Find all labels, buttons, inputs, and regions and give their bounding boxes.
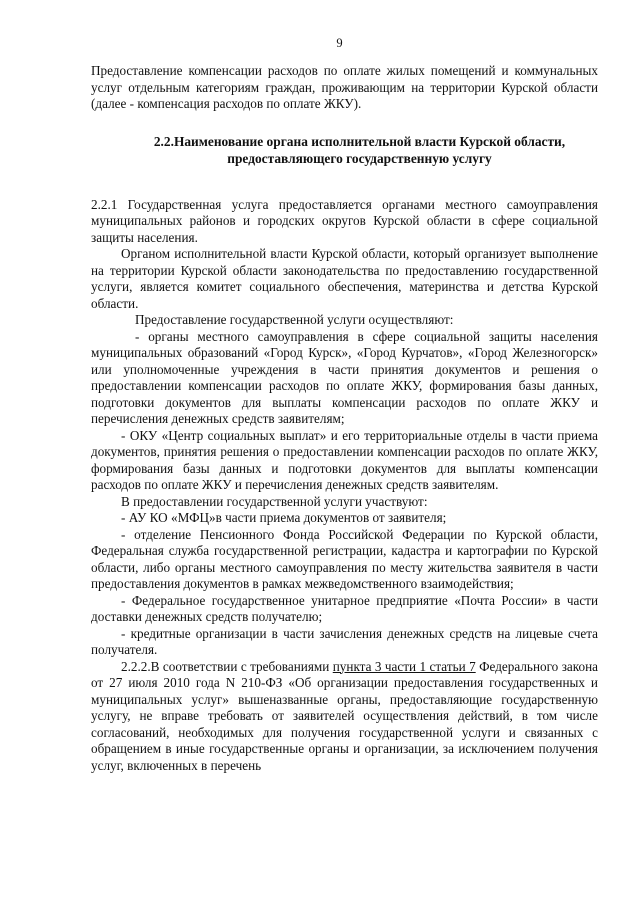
- paragraph-2-2-2-start: 2.2.2.В соответствии с требованиями: [121, 658, 333, 674]
- paragraph-2-2-2: [91, 659, 598, 775]
- list-item-local-authorities: - органы местного самоуправления в сфере социальной защиты населения муниципальных образований «Город Курск», «Город Курчатов», «Город Железногорск» или уполномоченные учреждения в части принятия документов и решения о предоставлении компенсации расходов по оплате ЖКУ, формирования базы данных, подготовки документов для выплаты компенсации расходов по оплате ЖКУ и перечисления денежных средств заявителям;: [91, 328, 598, 426]
- section-heading: [91, 133, 598, 167]
- page-number: 9: [336, 36, 343, 50]
- section-heading-line2: предоставляющего государственную услугу: [227, 150, 492, 166]
- paragraph-2-2-1: 2.2.1 Государственная услуга предоставляется органами местного самоуправления муниципальных районов и городских округов Курской области в сфере социальной защиты населения.: [91, 196, 598, 245]
- list-item-pension-fund: - отделение Пенсионного Фонда Российской Федерации по Курской области, Федеральная служба государственной регистрации, кадастра и картографии по Курской области, либо органы местного самоуправления по месту жительства заявителя в части предоставления документов в рамках межведомственного взаимодействия;: [91, 526, 598, 591]
- section-heading-line1: 2.2.Наименование органа исполнительной власти Курской области,: [153, 133, 566, 149]
- law-reference-link[interactable]: пункта 3 части 1 статьи 7: [332, 658, 476, 674]
- list-item-credit-organizations: - кредитные организации в части зачисления денежных средств на лицевые счета получателя.: [91, 625, 598, 657]
- paragraph-authority: Органом исполнительной власти Курской области, который организует выполнение на территории Курской области законодательства по предоставлению государственной услуги, является комитет социального обеспечения, материнства и детства Курской области.: [91, 246, 598, 311]
- list-item-mfc: - АУ КО «МФЦ»в части приема документов от заявителя;: [121, 510, 447, 525]
- paragraph-2-2-2-rest: Федерального закона от 27 июля 2010 года N 210-ФЗ «Об организации предоставления государственных и муниципальных услуг» вышеназванные органы, предоставляющие государственную услугу, не вправе требовать от заявителей осуществления действий, в том числе согласований, необходимых для получения государственной услуги и связанных с обращением в иные государственные органы и организации, за исключением получения услуг, включенных в перечень: [91, 658, 598, 773]
- list-item-russian-post: - Федеральное государственное унитарное предприятие «Почта России» в части доставки денежных средств получателю;: [91, 592, 598, 624]
- paragraph-participants-intro: В предоставлении государственной услуги участвуют:: [121, 493, 428, 509]
- intro-paragraph: Предоставление компенсации расходов по оплате жилых помещений и коммунальных услуг отдельным категориям граждан, проживающим на территории Курской области (далее - компенсация расходов по оплате ЖКУ).: [91, 63, 598, 111]
- list-item-oku-center: - ОКУ «Центр социальных выплат» и его территориальные отделы в части приема документов, принятия решения о предоставлении компенсации расходов по оплате ЖКУ, формирования базы данных и подготовки документов для выплаты компенсации расходов по оплате ЖКУ и перечисления денежных средств заявителям.: [91, 427, 598, 492]
- paragraph-providers-intro: Предоставление государственной услуги осуществляют:: [135, 312, 454, 327]
